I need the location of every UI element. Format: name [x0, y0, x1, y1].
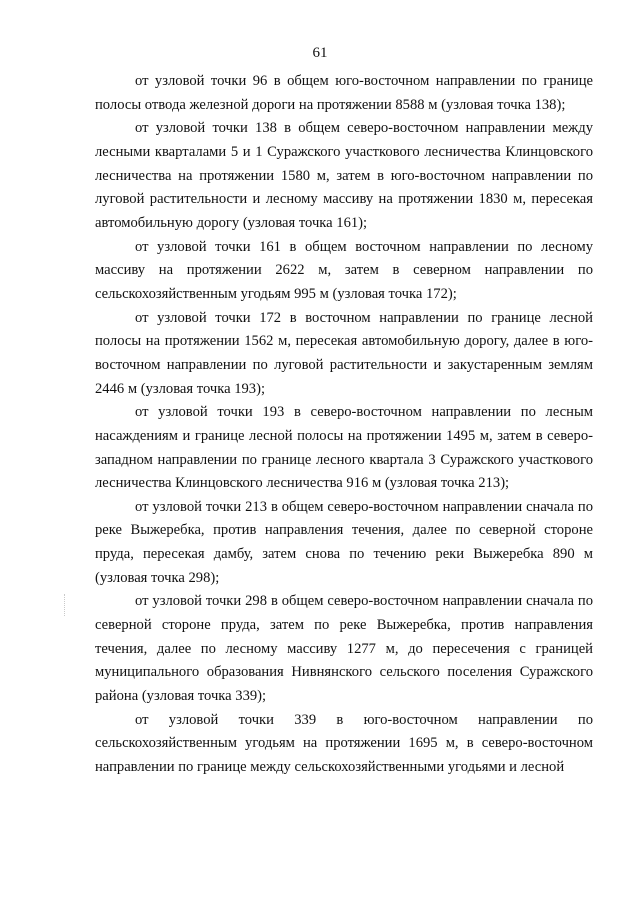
paragraph: от узловой точки 193 в северо-восточном направлении по лесным насаждениям и границе лесной полосы на протяжении 1495 м, затем в северо-западном направлении по границе лесного квартала 3 Суражского участкового лесничества Клинцовского лесничества 916 м (узловая точка 213);	[95, 404, 593, 492]
paragraph: от узловой точки 298 в общем северо-восточном направлении сначала по северной стороне пруда, затем по реке Выжеребка, против направления течения, далее по лесному массиву 1277 м, до пересечения с границей муниципального образования Нивнянского сельского поселения Суражского района (узловая точка 339);	[95, 593, 593, 705]
paragraph: от узловой точки 161 в общем восточном направлении по лесному массиву на протяжении 2622 м, затем в северном направлении по сельскохозяйственным угодьям 995 м (узловая точка 172);	[95, 238, 593, 302]
paragraph: от узловой точки 172 в восточном направлении по границе лесной полосы на протяжении 1562 м, пересекая автомобильную дорогу, далее в юго-восточном направлении по луговой растительности и закустаренным землям 2446 м (узловая точка 193);	[95, 309, 593, 397]
document-body	[95, 70, 593, 780]
paragraph: от узловой точки 96 в общем юго-восточном направлении по границе полосы отвода железной дороги на протяжении 8588 м (узловая точка 138);	[95, 73, 593, 113]
scan-artifact-mark	[64, 594, 67, 616]
paragraph: от узловой точки 213 в общем северо-восточном направлении сначала по реке Выжеребка, против направления течения, далее по северной стороне пруда, пересекая дамбу, затем снова по течению реки Выжеребка 890 м (узловая точка 298);	[95, 498, 593, 586]
page-number: 61	[312, 45, 328, 61]
paragraph: от узловой точки 339 в юго-восточном направлении по сельскохозяйственным угодьям на протяжении 1695 м, в северо-восточном направлении по границе между сельскохозяйственными угодьями и лесной	[95, 711, 593, 776]
paragraph: от узловой точки 138 в общем северо-восточном направлении между лесными кварталами 5 и 1 Суражского участкового лесничества Клинцовского лесничества на протяжении 1580 м, затем в юго-восточном направлении по луговой растительности и лесному массиву на протяжении 1830 м, пересекая автомобильную дорогу (узловая точка 161);	[95, 120, 593, 231]
